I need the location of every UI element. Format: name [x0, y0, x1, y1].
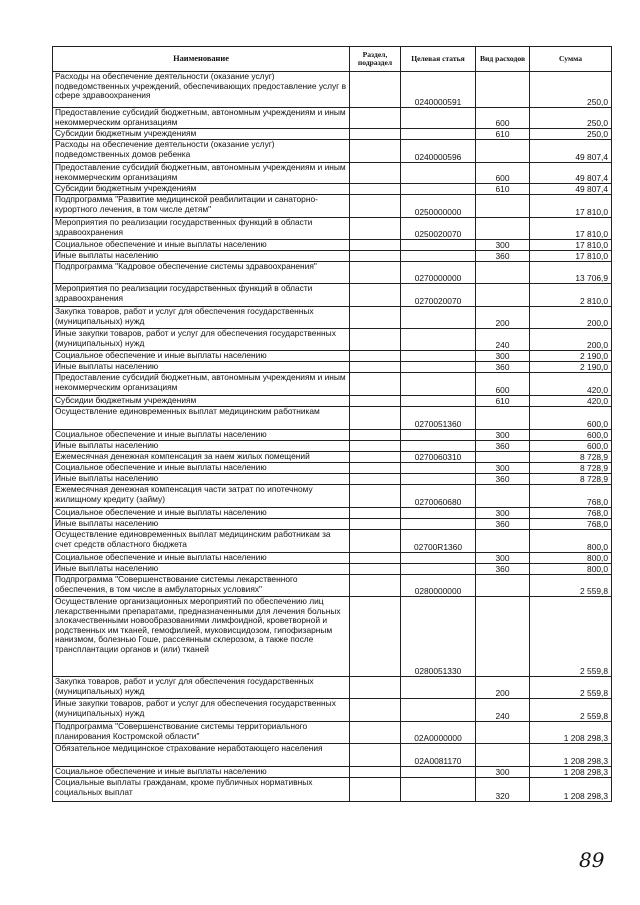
- row-section: [350, 140, 401, 163]
- row-sum: 420,0: [530, 373, 612, 396]
- row-target-code: [401, 307, 476, 329]
- row-section: [350, 396, 401, 407]
- row-target-code: [401, 129, 476, 140]
- row-section: [350, 262, 401, 284]
- row-sum: 250,0: [530, 108, 612, 129]
- row-target-code: 0270020070: [401, 284, 476, 307]
- header-section: Раздел, подраздел: [350, 47, 401, 72]
- row-target-code: [401, 108, 476, 129]
- row-vid: 320: [476, 778, 530, 802]
- row-vid: 610: [476, 184, 530, 195]
- table-row: [53, 240, 612, 251]
- table-row: [53, 407, 612, 430]
- table-row: [53, 373, 612, 396]
- row-sum: 1 208 298,3: [530, 767, 612, 778]
- row-sum: 2 810,0: [530, 284, 612, 307]
- row-name: Ежемесячная денежная компенсация за наем жилых помещений: [53, 452, 350, 463]
- table-row: [53, 722, 612, 744]
- table-row: [53, 362, 612, 373]
- row-vid: 360: [476, 441, 530, 452]
- row-target-code: 02700R1360: [401, 530, 476, 553]
- row-sum: 1 208 298,3: [530, 744, 612, 767]
- row-sum: 250,0: [530, 129, 612, 140]
- row-section: [350, 307, 401, 329]
- row-name: Иные выплаты населению: [53, 362, 350, 373]
- row-target-code: [401, 441, 476, 452]
- table-row: [53, 597, 612, 677]
- table-row: [53, 396, 612, 407]
- row-target-code: [401, 351, 476, 362]
- row-target-code: [401, 767, 476, 778]
- row-vid: 600: [476, 108, 530, 129]
- row-section: [350, 767, 401, 778]
- row-name: Социальное обеспечение и иные выплаты населению: [53, 553, 350, 564]
- row-section: [350, 195, 401, 218]
- table-row: [53, 485, 612, 508]
- table-row: [53, 519, 612, 530]
- table-row: [53, 778, 612, 802]
- table-row: [53, 441, 612, 452]
- row-section: [350, 129, 401, 140]
- row-vid: 200: [476, 307, 530, 329]
- row-name: Обязательное медицинское страхование неработающего населения: [53, 744, 350, 767]
- table-row: [53, 307, 612, 329]
- row-section: [350, 699, 401, 722]
- header-target: Целевая статья: [401, 47, 476, 72]
- header-vid: Вид расходов: [476, 47, 530, 72]
- row-name: Подпрограмма "Кадровое обеспечение системы здравоохранения": [53, 262, 350, 284]
- table-row: [53, 564, 612, 575]
- row-name: Осуществление организационных мероприятий по обеспечению лиц лекарственными препаратами, предназначенными для лечения больных злокачественными новообразованиями лимфоидной, кроветворной и родственных им тканей, гемофилией, муковисцидозом, гипофизарным нанизмом, болезнью Гоше, рассеянным склерозом, а также после трансплантации органов и (или) тканей: [53, 597, 350, 677]
- row-sum: 800,0: [530, 553, 612, 564]
- row-name: Закупка товаров, работ и услуг для обеспечения государственных (муниципальных) нужд: [53, 677, 350, 699]
- row-target-code: [401, 553, 476, 564]
- row-target-code: [401, 699, 476, 722]
- row-section: [350, 744, 401, 767]
- row-vid: 610: [476, 396, 530, 407]
- row-sum: 17 810,0: [530, 251, 612, 262]
- row-section: [350, 351, 401, 362]
- row-name: Предоставление субсидий бюджетным, автономным учреждениям и иным некоммерческим организациям: [53, 373, 350, 396]
- row-target-code: [401, 564, 476, 575]
- row-sum: 2 559,8: [530, 575, 612, 597]
- row-vid: 300: [476, 767, 530, 778]
- row-sum: 200,0: [530, 329, 612, 351]
- row-section: [350, 485, 401, 508]
- row-target-code: 0280051330: [401, 597, 476, 677]
- row-sum: 17 810,0: [530, 218, 612, 240]
- row-section: [350, 407, 401, 430]
- row-name: Социальные выплаты гражданам, кроме публичных нормативных социальных выплат: [53, 778, 350, 802]
- table-row: [53, 284, 612, 307]
- row-vid: [476, 485, 530, 508]
- row-vid: 300: [476, 240, 530, 251]
- row-section: [350, 218, 401, 240]
- row-vid: [476, 530, 530, 553]
- row-target-code: [401, 184, 476, 195]
- row-name: Субсидии бюджетным учреждениям: [53, 129, 350, 140]
- row-section: [350, 452, 401, 463]
- row-sum: 8 728,9: [530, 474, 612, 485]
- row-section: [350, 519, 401, 530]
- row-vid: [476, 140, 530, 163]
- row-target-code: 02А0081170: [401, 744, 476, 767]
- table-row: [53, 452, 612, 463]
- row-vid: 610: [476, 129, 530, 140]
- row-target-code: 0240000596: [401, 140, 476, 163]
- row-section: [350, 530, 401, 553]
- row-target-code: [401, 677, 476, 699]
- row-vid: [476, 262, 530, 284]
- row-name: Мероприятия по реализации государственных функций в области здравоохранения: [53, 218, 350, 240]
- table-row: [53, 218, 612, 240]
- row-section: [350, 251, 401, 262]
- row-target-code: [401, 362, 476, 373]
- row-vid: 360: [476, 362, 530, 373]
- row-name: Расходы на обеспечение деятельности (оказание услуг) подведомственных учреждений, обеспечивающих предоставление услуг в сфере здравоохранения: [53, 72, 350, 108]
- row-section: [350, 564, 401, 575]
- row-sum: 2 559,8: [530, 677, 612, 699]
- row-name: Иные выплаты населению: [53, 564, 350, 575]
- table-row: [53, 163, 612, 184]
- row-section: [350, 597, 401, 677]
- table-row: [53, 508, 612, 519]
- row-section: [350, 553, 401, 564]
- row-vid: [476, 407, 530, 430]
- table-row: [53, 251, 612, 262]
- row-target-code: 0270000000: [401, 262, 476, 284]
- row-name: Субсидии бюджетным учреждениям: [53, 184, 350, 195]
- table-row: [53, 108, 612, 129]
- row-section: [350, 430, 401, 441]
- row-sum: 8 728,9: [530, 463, 612, 474]
- row-section: [350, 474, 401, 485]
- row-section: [350, 184, 401, 195]
- row-vid: 300: [476, 463, 530, 474]
- table-row: [53, 129, 612, 140]
- row-vid: [476, 722, 530, 744]
- row-section: [350, 72, 401, 108]
- row-sum: 768,0: [530, 519, 612, 530]
- row-sum: 800,0: [530, 530, 612, 553]
- row-sum: 49 807,4: [530, 140, 612, 163]
- table-row: [53, 575, 612, 597]
- table-row: [53, 195, 612, 218]
- row-sum: 420,0: [530, 396, 612, 407]
- row-vid: 300: [476, 351, 530, 362]
- row-target-code: 0280000000: [401, 575, 476, 597]
- row-target-code: [401, 519, 476, 530]
- row-target-code: [401, 508, 476, 519]
- row-vid: 200: [476, 677, 530, 699]
- row-vid: [476, 218, 530, 240]
- row-vid: [476, 284, 530, 307]
- row-target-code: [401, 240, 476, 251]
- page-number: 89: [579, 848, 605, 872]
- row-sum: 17 810,0: [530, 195, 612, 218]
- row-section: [350, 108, 401, 129]
- table-row: [53, 474, 612, 485]
- row-vid: [476, 452, 530, 463]
- row-target-code: [401, 463, 476, 474]
- row-section: [350, 722, 401, 744]
- header-row: [53, 47, 612, 72]
- row-target-code: 0270060680: [401, 485, 476, 508]
- row-target-code: [401, 474, 476, 485]
- row-target-code: 0240000591: [401, 72, 476, 108]
- row-section: [350, 441, 401, 452]
- row-target-code: 0250000000: [401, 195, 476, 218]
- row-section: [350, 677, 401, 699]
- row-name: Социальное обеспечение и иные выплаты населению: [53, 240, 350, 251]
- table-row: [53, 767, 612, 778]
- row-target-code: [401, 163, 476, 184]
- row-sum: 49 807,4: [530, 163, 612, 184]
- row-name: Иные закупки товаров, работ и услуг для обеспечения государственных (муниципальных) нужд: [53, 329, 350, 351]
- table-row: [53, 262, 612, 284]
- row-name: Иные выплаты населению: [53, 519, 350, 530]
- row-name: Подпрограмма "Развитие медицинской реабилитации и санаторно-курортного лечения, в том числе детям": [53, 195, 350, 218]
- row-target-code: [401, 778, 476, 802]
- row-name: Предоставление субсидий бюджетным, автономным учреждениям и иным некоммерческим организациям: [53, 108, 350, 129]
- row-sum: 1 208 298,3: [530, 722, 612, 744]
- row-name: Расходы на обеспечение деятельности (оказание услуг) подведомственных домов ребенка: [53, 140, 350, 163]
- row-vid: 360: [476, 251, 530, 262]
- row-vid: 300: [476, 553, 530, 564]
- row-vid: 360: [476, 474, 530, 485]
- table-row: [53, 140, 612, 163]
- row-sum: 17 810,0: [530, 240, 612, 251]
- table-row: [53, 744, 612, 767]
- row-name: Социальное обеспечение и иные выплаты населению: [53, 508, 350, 519]
- row-sum: 2 559,8: [530, 699, 612, 722]
- row-name: Социальное обеспечение и иные выплаты населению: [53, 430, 350, 441]
- table-row: [53, 329, 612, 351]
- row-target-code: [401, 396, 476, 407]
- row-vid: [476, 575, 530, 597]
- row-section: [350, 163, 401, 184]
- table-row: [53, 699, 612, 722]
- row-section: [350, 362, 401, 373]
- row-name: Социальное обеспечение и иные выплаты населению: [53, 463, 350, 474]
- table-row: [53, 351, 612, 362]
- table-row: [53, 72, 612, 108]
- header-sum: Сумма: [530, 47, 612, 72]
- row-target-code: [401, 373, 476, 396]
- row-sum: 600,0: [530, 407, 612, 430]
- row-vid: [476, 72, 530, 108]
- table-header: [53, 47, 612, 72]
- row-sum: 250,0: [530, 72, 612, 108]
- row-sum: 2 190,0: [530, 362, 612, 373]
- row-sum: 600,0: [530, 430, 612, 441]
- row-name: Иные выплаты населению: [53, 474, 350, 485]
- row-name: Предоставление субсидий бюджетным, автономным учреждениям и иным некоммерческим организациям: [53, 163, 350, 184]
- row-section: [350, 240, 401, 251]
- row-vid: [476, 195, 530, 218]
- row-name: Социальное обеспечение и иные выплаты населению: [53, 767, 350, 778]
- row-section: [350, 373, 401, 396]
- row-name: Осуществление единовременных выплат медицинским работникам за счет средств областного бюджета: [53, 530, 350, 553]
- row-name: Иные выплаты населению: [53, 251, 350, 262]
- row-target-code: [401, 329, 476, 351]
- row-name: Мероприятия по реализации государственных функций в области здравоохранения: [53, 284, 350, 307]
- row-section: [350, 284, 401, 307]
- row-name: Субсидии бюджетным учреждениям: [53, 396, 350, 407]
- row-target-code: 0250020070: [401, 218, 476, 240]
- row-sum: 13 706,9: [530, 262, 612, 284]
- row-vid: 240: [476, 329, 530, 351]
- table-row: [53, 463, 612, 474]
- row-vid: 600: [476, 373, 530, 396]
- row-name: Подпрограмма "Совершенствование системы лекарственного обеспечения, в том числе в амбулаторных условиях": [53, 575, 350, 597]
- row-name: Осуществление единовременных выплат медицинским работникам: [53, 407, 350, 430]
- row-name: Социальное обеспечение и иные выплаты населению: [53, 351, 350, 362]
- row-vid: 300: [476, 508, 530, 519]
- header-name: Наименование: [53, 47, 350, 72]
- table-row: [53, 184, 612, 195]
- row-sum: 768,0: [530, 508, 612, 519]
- row-vid: [476, 744, 530, 767]
- row-section: [350, 778, 401, 802]
- row-section: [350, 575, 401, 597]
- row-name: Ежемесячная денежная компенсация части затрат по ипотечному жилищному кредиту (займу): [53, 485, 350, 508]
- table-body: [53, 72, 612, 802]
- table-row: [53, 530, 612, 553]
- row-sum: 49 807,4: [530, 184, 612, 195]
- row-target-code: [401, 430, 476, 441]
- row-sum: 1 208 298,3: [530, 778, 612, 802]
- row-vid: 600: [476, 163, 530, 184]
- row-vid: [476, 597, 530, 677]
- row-sum: 600,0: [530, 441, 612, 452]
- row-name: Иные закупки товаров, работ и услуг для обеспечения государственных (муниципальных) нужд: [53, 699, 350, 722]
- row-sum: 200,0: [530, 307, 612, 329]
- row-sum: 768,0: [530, 485, 612, 508]
- row-sum: 2 190,0: [530, 351, 612, 362]
- row-section: [350, 508, 401, 519]
- table-row: [53, 677, 612, 699]
- row-section: [350, 463, 401, 474]
- row-vid: 240: [476, 699, 530, 722]
- row-name: Подпрограмма "Совершенствование системы территориального планирования Костромской области": [53, 722, 350, 744]
- row-name: Закупка товаров, работ и услуг для обеспечения государственных (муниципальных) нужд: [53, 307, 350, 329]
- row-target-code: 02А0000000: [401, 722, 476, 744]
- table-row: [53, 430, 612, 441]
- row-vid: 300: [476, 430, 530, 441]
- row-name: Иные выплаты населению: [53, 441, 350, 452]
- row-target-code: [401, 251, 476, 262]
- budget-table: [52, 46, 612, 802]
- row-vid: 360: [476, 564, 530, 575]
- row-target-code: 0270060310: [401, 452, 476, 463]
- table-row: [53, 553, 612, 564]
- row-vid: 360: [476, 519, 530, 530]
- row-sum: 2 559,8: [530, 597, 612, 677]
- row-target-code: 0270051360: [401, 407, 476, 430]
- row-sum: 800,0: [530, 564, 612, 575]
- row-section: [350, 329, 401, 351]
- row-sum: 8 728,9: [530, 452, 612, 463]
